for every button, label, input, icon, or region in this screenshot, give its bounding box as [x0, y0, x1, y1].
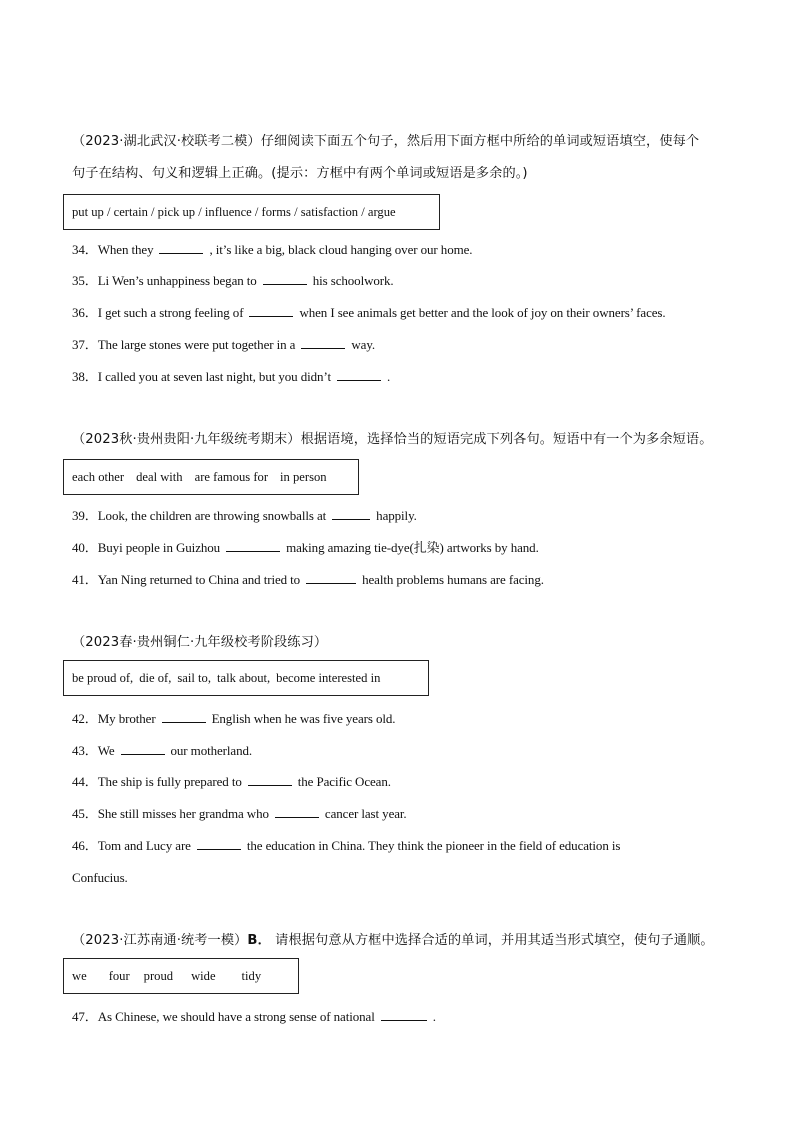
section3-instructions: （2023春·贵州铜仁·九年级校考阶段练习）: [72, 635, 328, 650]
question-46-text-after: the education in China. They think the pioneer in the field of education is: [246, 838, 621, 853]
phrase-sail-to: sail to,: [177, 670, 211, 685]
question-37: [72, 336, 375, 354]
question-43-text: 43．We: [72, 743, 115, 758]
section3-phrase-box: [63, 660, 429, 696]
section2-phrase-box: [63, 459, 359, 495]
question-43-text-after: our motherland.: [170, 743, 253, 758]
phrase-deal-with: deal with: [136, 469, 183, 484]
section2-instructions: （2023秋·贵州贵阳·九年级统考期末）根据语境，选择恰当的短语完成下列各句。短语中有一个为多余短语。: [72, 432, 713, 447]
question-43: [72, 742, 252, 760]
question-38-text: 38．I called you at seven last night, but you didn’t: [72, 369, 331, 384]
question-36: [72, 304, 666, 322]
question-34-text: 34．When they: [72, 242, 154, 257]
question-39-text-after: happily.: [376, 508, 417, 523]
answer-blank-37[interactable]: [301, 336, 345, 349]
question-45-text: 45．She still misses her grandma who: [72, 806, 269, 821]
question-41-text: 41．Yan Ning returned to China and tried to: [72, 572, 301, 587]
question-46-continuation: Confucius.: [72, 870, 128, 885]
phrase-talk-about: talk about,: [217, 670, 271, 685]
word-we: we: [72, 968, 87, 983]
answer-blank-46[interactable]: [197, 837, 241, 850]
phrase-be-proud-of: be proud of,: [72, 670, 134, 685]
answer-blank-39[interactable]: [332, 507, 370, 520]
question-45: [72, 805, 407, 823]
question-46-text: 46．Tom and Lucy are: [72, 838, 191, 853]
phrase-die-of: die of,: [139, 670, 172, 685]
section1-instructions-line2: 句子在结构、句义和逻辑上正确。(提示：方框中有两个单词或短语是多余的。): [72, 166, 528, 181]
answer-blank-36[interactable]: [249, 304, 293, 317]
question-39-text: 39．Look, the children are throwing snowballs at: [72, 508, 327, 523]
question-38-text-after: .: [386, 369, 391, 384]
question-47: [72, 1008, 436, 1026]
section4-source: （2023·江苏南通·统考一模）: [72, 933, 248, 948]
question-35-text: 35．Li Wen’s unhappiness began to: [72, 273, 257, 288]
question-35: [72, 272, 394, 290]
answer-blank-38[interactable]: [337, 368, 381, 381]
question-39: [72, 507, 417, 525]
question-47-text-after: .: [432, 1009, 436, 1024]
answer-blank-42[interactable]: [162, 710, 206, 723]
question-36-text-after: when I see animals get better and the look of joy on their owners’ faces.: [299, 305, 666, 320]
section4-part-label: B．: [247, 933, 271, 948]
answer-blank-44[interactable]: [248, 773, 292, 786]
word-proud: proud: [143, 968, 174, 983]
answer-blank-43[interactable]: [121, 742, 165, 755]
question-44-text-after: the Pacific Ocean.: [297, 774, 391, 789]
question-42-text: 42．My brother: [72, 711, 156, 726]
question-36-text: 36．I get such a strong feeling of: [72, 305, 244, 320]
question-42-text-after: English when he was five years old.: [211, 711, 396, 726]
question-34-text-after: , it’s like a big, black cloud hanging over our home.: [209, 242, 473, 257]
phrase-in-person: in person: [280, 469, 327, 484]
question-44-text: 44．The ship is fully prepared to: [72, 774, 242, 789]
question-37-text: 37．The large stones were put together in a: [72, 337, 296, 352]
question-40-text-after: making amazing tie-dye(扎染) artworks by hand.: [286, 540, 539, 555]
word-four: four: [108, 968, 130, 983]
answer-blank-34[interactable]: [159, 241, 203, 254]
question-37-text-after: way.: [351, 337, 376, 352]
answer-blank-45[interactable]: [275, 805, 319, 818]
question-44: [72, 773, 391, 791]
phrase-each-other: each other: [72, 469, 125, 484]
section4-directions: 请根据句意从方框中选择合适的单词，并用其适当形式填空，使句子通顺。: [270, 933, 714, 948]
answer-blank-35[interactable]: [263, 272, 307, 285]
question-41-text-after: health problems humans are facing.: [362, 572, 544, 587]
section1-word-box-text: put up / certain / pick up / influence / forms / satisfaction / argue: [72, 204, 396, 219]
question-40-text: 40．Buyi people in Guizhou: [72, 540, 221, 555]
question-46: [72, 837, 620, 855]
word-tidy: tidy: [241, 968, 262, 983]
question-41: [72, 571, 544, 589]
question-35-text-after: his schoolwork.: [312, 273, 394, 288]
question-47-text: 47．As Chinese, we should have a strong sense of national: [72, 1009, 375, 1024]
phrase-are-famous-for: are famous for: [194, 469, 269, 484]
question-42: [72, 710, 395, 728]
question-45-text-after: cancer last year.: [324, 806, 407, 821]
word-wide: wide: [191, 968, 216, 983]
answer-blank-47[interactable]: [381, 1008, 427, 1021]
question-34: [72, 241, 472, 259]
question-38: [72, 368, 390, 386]
section4-word-box: [63, 958, 299, 994]
answer-blank-40[interactable]: [226, 539, 280, 552]
phrase-become-interested-in: become interested in: [276, 670, 381, 685]
question-40: [72, 539, 539, 557]
section1-instructions-line1: （2023·湖北武汉·校联考二模）仔细阅读下面五个句子，然后用下面方框中所给的单词或短语填空，使每个: [72, 134, 700, 149]
section1-word-box: [63, 194, 440, 230]
answer-blank-41[interactable]: [306, 571, 356, 584]
section4-instructions: [72, 932, 714, 950]
